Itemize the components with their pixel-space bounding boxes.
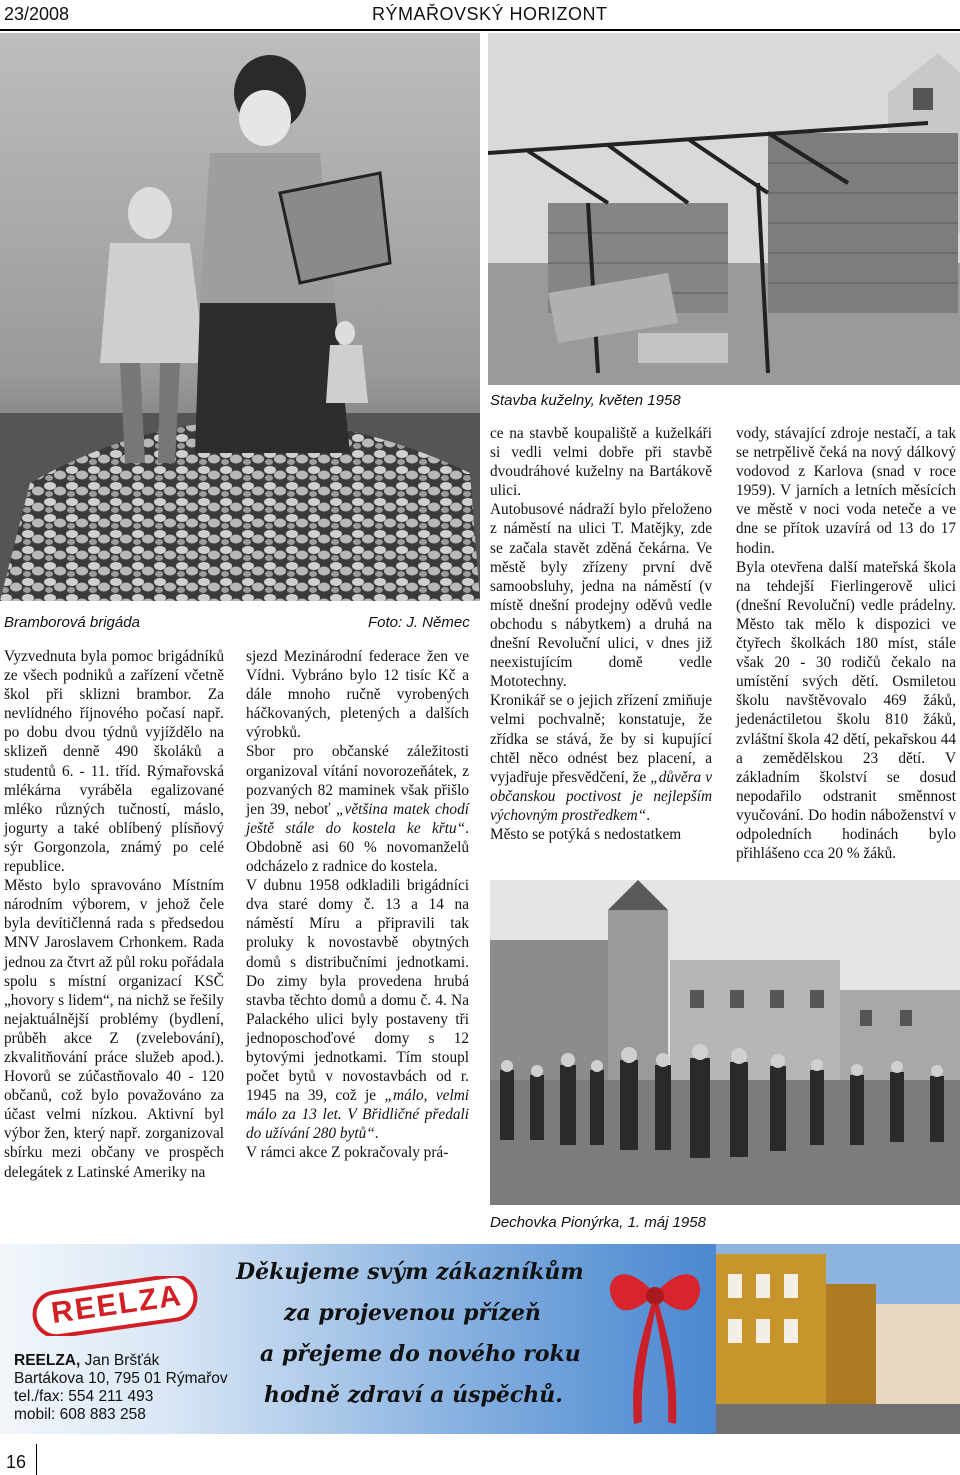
christmas-bow-icon [600,1254,710,1434]
footer-divider [36,1444,37,1475]
phone: tel./fax: 554 211 493 [14,1388,154,1405]
greeting-text [236,1252,584,1416]
paragraph: Byla otevřena další mateřská škola na tehdejší Fierlingerově ulici (dnešní Revoluční) vedle prádelny. Město tak mělo k dispozici ve čtyřech školkách 180 míst, stále však 20 - 30 rodičů čekalo na umístění svých dětí. Osmiletou školu navštěvovalo 469 žáků, jedenáctiletou školu 810 žáků, zvláštní škola 42 dětí, pekařskou 44 a zemědělskou 23 dětí. V základním školství se dosud nepodařilo odstranit směnnost vyučování. Do hodin náboženství v odpoledních hodinách bylo přihlášeno cca 20 % žáků. [736,558,956,863]
contact-info [14,1352,228,1424]
quote: „většina matek chodí ještě stále do kostela ke křtu“ [246,800,469,837]
parade-photo-caption: Dechovka Pionýrka, 1. máj 1958 [490,1214,706,1231]
bowling-photo-caption: Stavba kuželny, květen 1958 [490,392,681,409]
quote: „málo, velmi málo za 13 let. V Břidličné předali do užívání 280 bytů“ [246,1087,469,1143]
reelza-advertisement [0,1244,960,1434]
paragraph: vody, stávající zdroje nestačí, a tak se netrpělivě čeká na nový dálkový vodovod z Karlova (snad v roce 1959). V jarních a letních měsících ve městě v noci voda neteče a ve dne se přítok uzavírá od 13 do 17 hodin. [736,425,956,557]
greeting-line: hodně zdraví a úspěchů. [264,1382,563,1408]
potato-harvest-photo [0,33,480,601]
greeting-line: za projevenou přízeň [284,1300,541,1326]
logo-text: REELZA [49,1278,185,1331]
paragraph: V rámci akce Z pokračovaly prá- [246,1144,449,1162]
reelza-logo [30,1276,200,1336]
bowling-construction-photo [488,33,960,385]
page-header [0,0,960,30]
paragraph: Vyzvednuta byla pomoc brigádníků ze všech podniků a zařízení včetně škol při sklizni brambor. Za nevlídného říjnového počasí např. po dobu dvou týdnů vyjíždělo na sklizeň denně 490 školáků a studentů 6. - 11. tříd. Rýmařovská mlékárna vyráběla egalizované mléko různých tučností, máslo, jogurty a také oblíbený plísňový sýr Gorgonzola, známý po celé republice. [4,648,224,876]
paragraph: Město bylo spravováno Místním národním výborem, v jehož čele byla devítičlenná rada s předsedou MNV Jaroslavem Crhonkem. Rada jednou za čtvrt až půl roku pořádala spolu s místní organizací KSČ „hovory s lidem“, na nichž se řešily nejaktuálnější problémy (bydlení, průběh akce Z (zvelebování), zkvalitňování práce služeb apod.). Hovorů se zúčastňovalo 40 - 120 občanů, což bylo považováno za účast velmi nízkou. Aktivní byl výbor žen, který např. zorganizoval sbírku mezi občany ve prospěch delegátek z Latinské Ameriky na [4,877,225,1181]
quote: „důvěra v občanskou poctivost je nejlepším výchovným prostředkem“ [490,768,712,824]
address: Bartákova 10, 795 01 Rýmařov [14,1370,228,1387]
potato-photo-credit: Foto: J. Němec [368,614,470,631]
greeting-line: Děkujeme svým zákazníkům [236,1259,584,1285]
paragraph [490,691,712,825]
article-column-4 [736,424,956,863]
text-span: Sbor pro občanské záležitosti organizoval vítání novorozeňátek, z pozvaných 82 maminek však přišlo jen 39, neboť [246,743,469,818]
potato-photo-caption: Bramborová brigáda [4,614,140,631]
mobile: mobil: 608 883 258 [14,1406,146,1423]
brass-band-parade-photo [490,880,960,1205]
town-square-photo [716,1244,960,1434]
issue-number: 23/2008 [4,4,70,24]
header-rule [0,29,960,31]
article-column-2 [246,647,469,1163]
owner-name: Jan Bršťák [80,1352,160,1369]
paragraph: sjezd Mezinárodní federace žen ve Vídni. Vybráno bylo 12 tisíc Kč a dále mnoho ručně vyrobených háčkovaných, pletených a dalších výrobků. [246,648,469,742]
paragraph: Autobusové nádraží bylo přeloženo z náměstí na ulici T. Matějky, zde se začala stavět zděná čekárna. Ve městě byly zřízeny první dvě samoobsluhy, jedna na náměstí (v místě dnešní prodejny oděvů vedle obchodu s nábytkem) a druhá na dnešní Revoluční ulici, v dnes již neexistujícím domě vedle Mototechny. [490,501,712,691]
text-span: V dubnu 1958 odkladili brigádníci dva staré domy č. 13 a 14 na náměstí Míru a připravili tak proluky k novostavbě obytných domů s distribučními jednotkami. Do zimy byla provedena hrubá stavba těchto domů a domu č. 4. Na Palackého ulici byly postaveny tři jednoposchoďové domy s 12 bytovými jednotkami. Tím stoupl počet bytů v novostavbách od r. 1945 na 39, což je [246,877,469,1105]
company-name: REELZA, [14,1352,81,1369]
article-column-3 [490,424,712,844]
paragraph [246,742,469,876]
greeting-line: a přejeme do nového roku [260,1341,581,1367]
company-line [14,1352,228,1370]
text-span: . Obdobně asi 60 % novomanželů odcházelo z radnice do kostela. [246,819,469,876]
text-span: Kronikář se o jejich zřízení zmiňuje velmi pochvalně; konstatuje, že zřídka se stává, že by si kupující chtěl něco odnést bez placení, a vyjadřuje přesvědčení, že [490,692,712,786]
magazine-title: RÝMAŘOVSKÝ HORIZONT [372,4,608,24]
paragraph [246,876,469,1143]
article-column-1 [4,647,224,1182]
page-number: 16 [6,1452,27,1472]
paragraph: Město se potýká s nedostatkem [490,825,682,843]
text-span: . [374,1125,379,1143]
paragraph: ce na stavbě koupaliště a kuželkáři si vedli velmi dobře při stavbě dvoudráhové kuželny na Bartákově ulici. [490,425,712,500]
text-span: . [646,806,651,824]
